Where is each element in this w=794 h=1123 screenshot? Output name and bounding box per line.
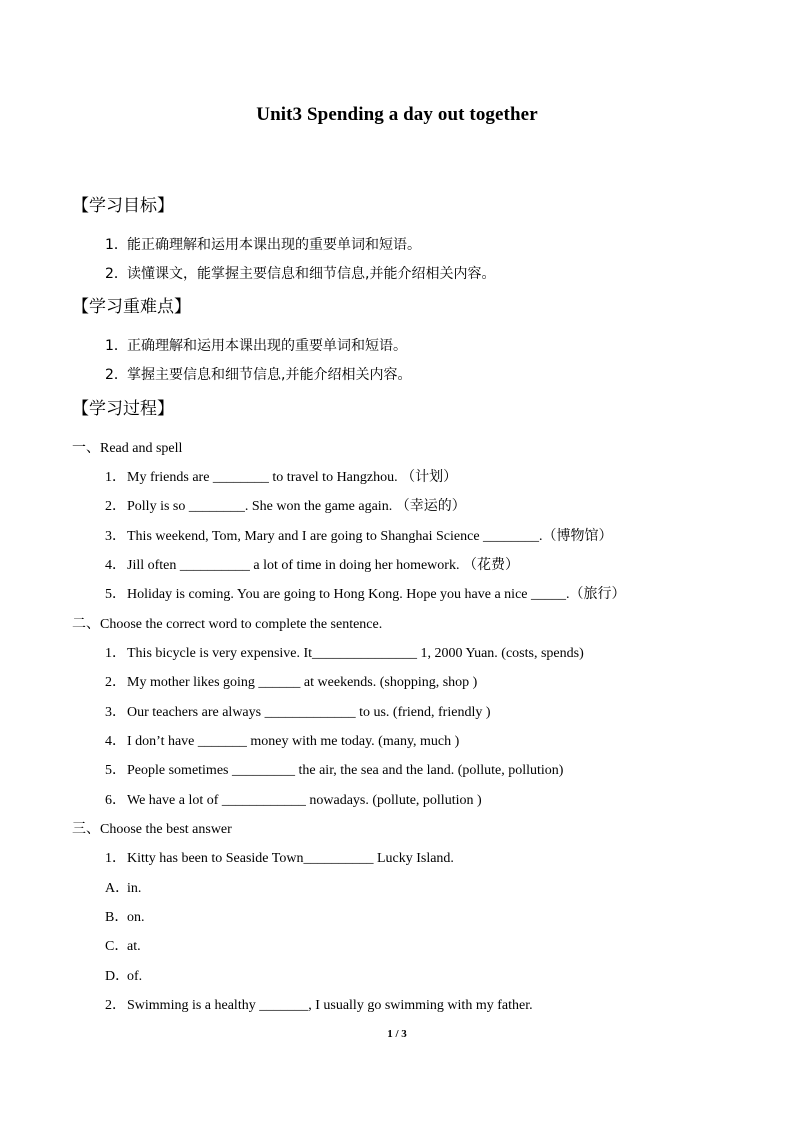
exercise-item — [105, 671, 477, 691]
item-text: Jill often __________ a lot of time in doing her homework. （花费） — [127, 558, 519, 573]
section2-label: 二、Choose the correct word to complete the sentence. — [72, 617, 383, 632]
item-number: 1． — [105, 338, 128, 354]
item-text: 能正确理解和运用本课出现的重要单词和短语。 — [127, 237, 421, 253]
key-point-item — [105, 335, 407, 355]
item-number: 1． — [105, 851, 126, 866]
document-title: Unit3 Spending a day out together — [256, 104, 538, 125]
exercise-item — [105, 701, 491, 721]
item-number: 2． — [105, 499, 126, 514]
item-number: 4． — [105, 558, 126, 573]
option-text: at. — [127, 939, 141, 954]
option-text: of. — [127, 969, 143, 984]
item-number: 5． — [105, 587, 126, 602]
exercise-item — [105, 554, 519, 574]
objective-item — [105, 263, 495, 283]
exercise-item — [105, 583, 626, 603]
item-text: Our teachers are always _____________ to us. (friend, friendly ) — [127, 705, 491, 720]
item-text: Swimming is a healthy _______, I usually go swimming with my father. — [127, 998, 533, 1013]
exercise-item — [105, 730, 459, 750]
key-points-heading: 【学习重难点】 — [72, 297, 191, 317]
page-number: 1 / 3 — [387, 1028, 407, 1040]
exercise-item — [105, 642, 584, 662]
item-text: My friends are ________ to travel to Hangzhou. （计划） — [127, 470, 458, 485]
option-text: in. — [127, 881, 142, 896]
key-point-item — [105, 364, 411, 384]
item-number: 3． — [105, 529, 126, 544]
item-text: 正确理解和运用本课出现的重要单词和短语。 — [127, 338, 407, 354]
item-number: 4． — [105, 734, 126, 749]
option-letter: D． — [105, 969, 130, 984]
item-text: Polly is so ________. She won the game again. （幸运的） — [127, 499, 466, 514]
question-item — [105, 847, 454, 867]
answer-option — [105, 935, 141, 955]
item-text: This weekend, Tom, Mary and I are going to Shanghai Science ________.（博物馆） — [127, 529, 613, 544]
exercise-item — [105, 495, 466, 515]
option-letter: A． — [105, 881, 130, 896]
answer-option — [105, 906, 145, 926]
answer-option — [105, 965, 142, 985]
item-number: 2． — [105, 367, 128, 383]
exercise-item — [105, 525, 613, 545]
item-text: Holiday is coming. You are going to Hong Kong. Hope you have a nice _____.（旅行） — [127, 587, 626, 602]
option-letter: B． — [105, 910, 129, 925]
exercise-item — [105, 466, 457, 486]
process-heading: 【学习过程】 — [72, 399, 174, 419]
objectives-heading: 【学习目标】 — [72, 196, 174, 216]
exercise-item — [105, 789, 482, 809]
item-number: 1． — [105, 646, 126, 661]
item-number: 3． — [105, 705, 126, 720]
option-letter: C． — [105, 939, 129, 954]
item-text: I don’t have _______ money with me today. (many, much ) — [127, 734, 460, 749]
item-number: 1． — [105, 237, 128, 253]
item-text: 读懂课文，能掌握主要信息和细节信息,并能介绍相关内容。 — [127, 266, 496, 282]
item-text: This bicycle is very expensive. It_______________ 1, 2000 Yuan. (costs, spends) — [127, 646, 584, 661]
item-text: Kitty has been to Seaside Town__________ Lucky Island. — [127, 851, 454, 866]
item-text: People sometimes _________ the air, the sea and the land. (pollute, pollution) — [127, 763, 564, 778]
item-number: 1． — [105, 470, 126, 485]
item-number: 6． — [105, 793, 126, 808]
exercise-item — [105, 759, 563, 779]
item-number: 2． — [105, 675, 126, 690]
section1-label: 一、Read and spell — [72, 441, 183, 456]
option-text: on. — [127, 910, 145, 925]
answer-option — [105, 877, 141, 897]
item-number: 2． — [105, 998, 126, 1013]
item-number: 5． — [105, 763, 126, 778]
question-item — [105, 994, 533, 1014]
item-number: 2． — [105, 266, 128, 282]
section3-label: 三、Choose the best answer — [72, 822, 232, 837]
item-text: My mother likes going ______ at weekends. (shopping, shop ) — [127, 675, 478, 690]
objective-item — [105, 234, 421, 254]
item-text: We have a lot of ____________ nowadays. (pollute, pollution ) — [127, 793, 482, 808]
item-text: 掌握主要信息和细节信息,并能介绍相关内容。 — [127, 367, 412, 383]
